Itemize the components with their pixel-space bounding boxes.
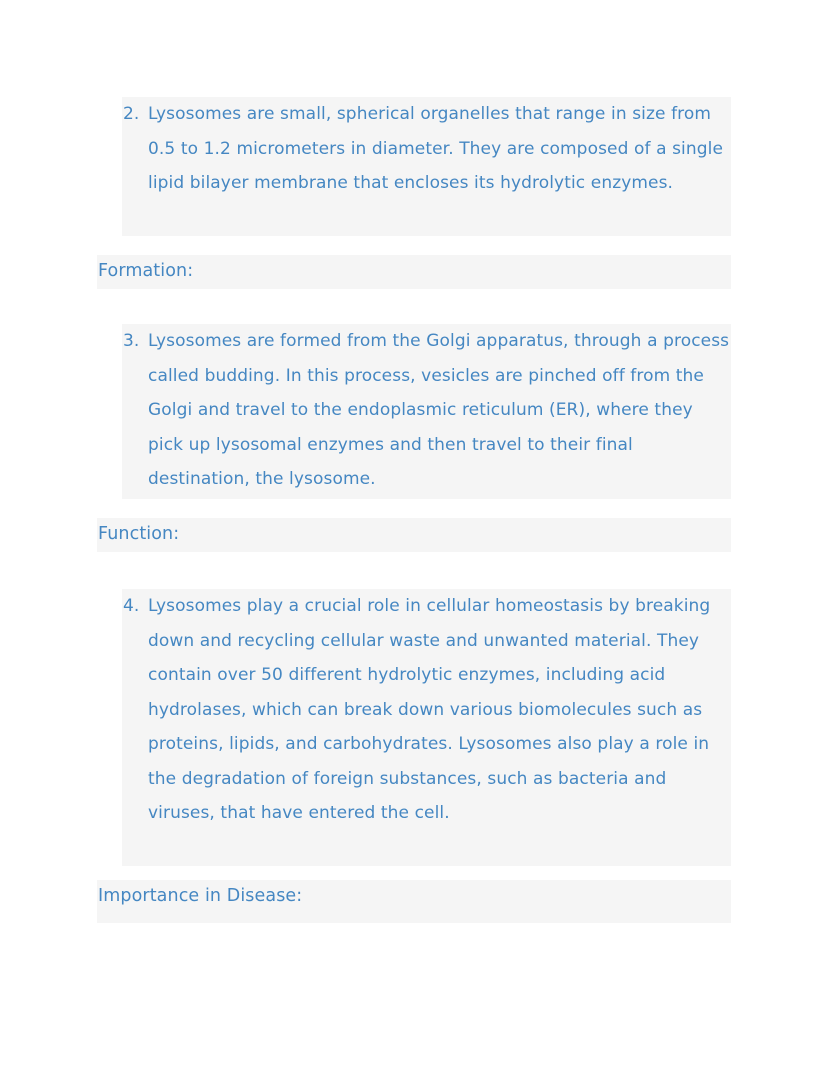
- list-number: 2.: [123, 104, 140, 124]
- list-item-text: Lysosomes are small, spherical organelles that range in size from 0.5 to 1.2 micrometers in diameter. They are composed of a single lipid bilayer membrane that encloses its hydrolytic enzymes.: [148, 104, 724, 193]
- list-number: 3.: [123, 331, 140, 351]
- list-item-3: [122, 324, 731, 499]
- list-item-text: Lysosomes play a crucial role in cellular homeostasis by breaking down and recycling cellular waste and unwanted material. They contain over 50 different hydrolytic enzymes, including acid hydrolases, which can break down various biomolecules such as proteins, lipids, and carbohydrates. Lysosomes also play a role in the degradation of foreign substances, such as bacteria and viruses, that have entered the cell.: [148, 596, 711, 823]
- list-item-2: [122, 97, 731, 236]
- list-item-text: Lysosomes are formed from the Golgi apparatus, through a process called budding. In this process, vesicles are pinched off from the Golgi and travel to the endoplasmic reticulum (ER), where they pick up lysosomal enzymes and then travel to their final destination, the lysosome.: [148, 331, 730, 489]
- list-number: 4.: [123, 596, 140, 616]
- heading-text: Function:: [98, 524, 180, 544]
- heading-text: Importance in Disease:: [98, 886, 303, 906]
- section-heading-function: [97, 518, 731, 552]
- list-item-4: [122, 589, 731, 866]
- heading-text: Formation:: [98, 261, 194, 281]
- section-heading-importance-in-disease: [97, 880, 731, 923]
- section-heading-formation: [97, 255, 731, 289]
